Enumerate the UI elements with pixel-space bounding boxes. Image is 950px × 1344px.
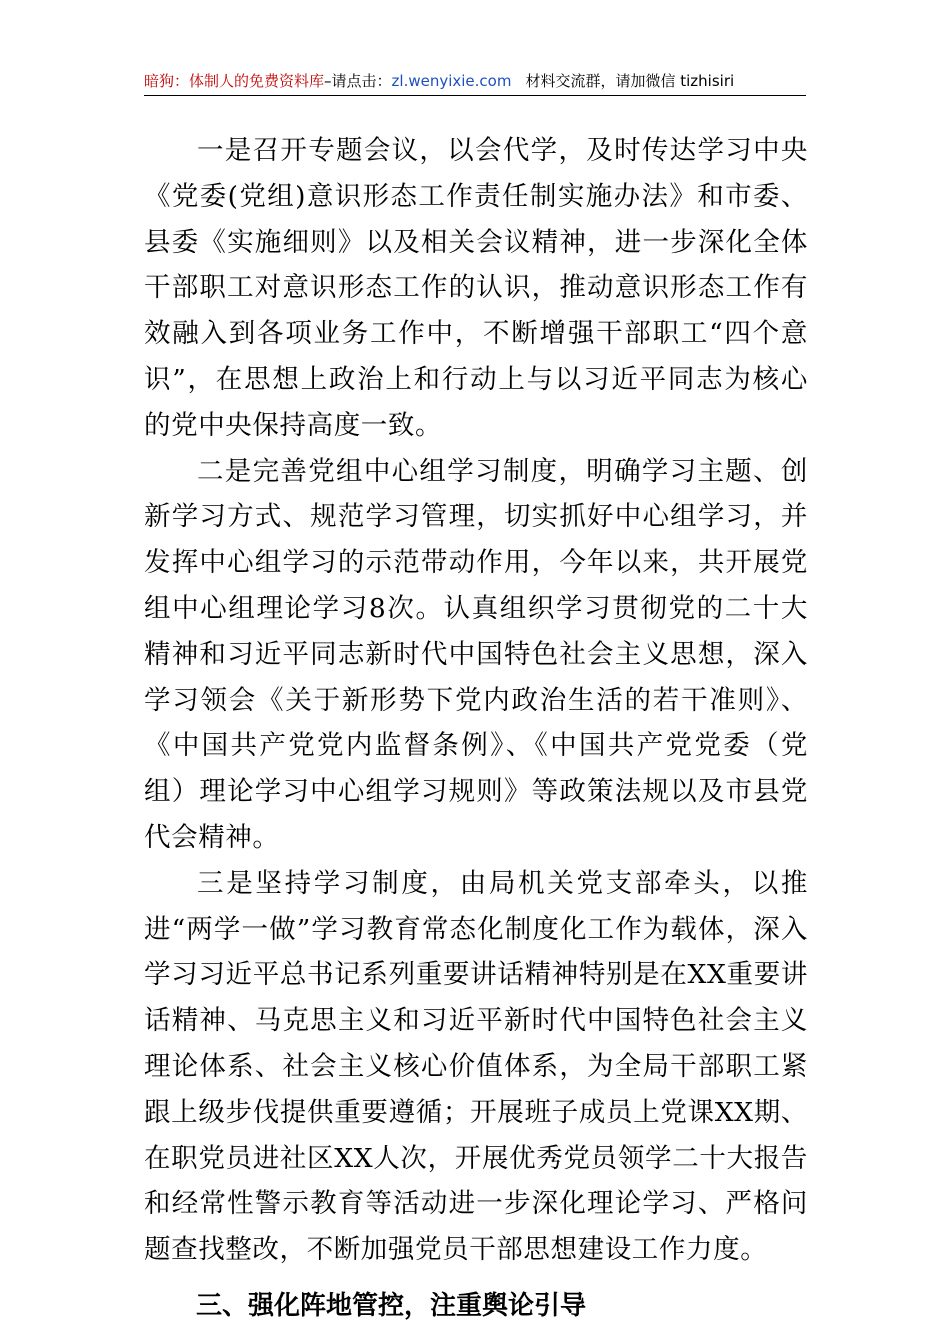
header-link[interactable]: zl.wenyixie.com (391, 72, 512, 90)
header-contact: 材料交流群，请加微信 tizhisiri (525, 72, 735, 90)
document-body (144, 128, 808, 1329)
paragraph-2: 二是完善党组中心组学习制度，明确学习主题、创新学习方式、规范学习管理，切实抓好中心组学习，并发挥中心组学习的示范带动作用，今年以来，共开展党组中心组理论学习8次。认真组织学习贯彻党的二十大精神和习近平同志新时代中国特色社会主义思想，深入学习领会《关于新形势下党内政治生活的若干准则》、《中国共产党党内监督条例》、《中国共产党党委（党组）理论学习中心组学习规则》等政策法规以及市县党代会精神。 (144, 455, 808, 853)
page-header (144, 70, 806, 96)
header-divider (144, 95, 806, 96)
header-prompt: –请点击： (324, 72, 392, 90)
paragraph-3: 三是坚持学习制度，由局机关党支部牵头，以推进“两学一做”学习教育常态化制度化工作为载体，深入学习习近平总书记系列重要讲话精神特别是在XX重要讲话精神、马克思主义和习近平新时代中国特色社会主义理论体系、社会主义核心价值体系，为全局干部职工紧跟上级步伐提供重要遵循；开展班子成员上党课XX期、在职党员进社区XX人次，开展优秀党员领学二十大报告和经常性警示教育等活动进一步深化理论学习、严格问题查找整改，不断加强党员干部思想建设工作力度。 (144, 867, 808, 1266)
paragraph-1: 一是召开专题会议，以会代学，及时传达学习中央《党委(党组)意识形态工作责任制实施办法》和市委、县委《实施细则》以及相关会议精神，进一步深化全体干部职工对意识形态工作的认识，推动意识形态工作有效融入到各项业务工作中，不断增强干部职工“四个意识”，在思想上政治上和行动上与以习近平同志为核心的党中央保持高度一致。 (144, 135, 808, 441)
header-brand: 暗狗：体制人的免费资料库 (144, 72, 325, 90)
section-heading: 三、强化阵地管控，注重舆论引导 (196, 1290, 587, 1321)
